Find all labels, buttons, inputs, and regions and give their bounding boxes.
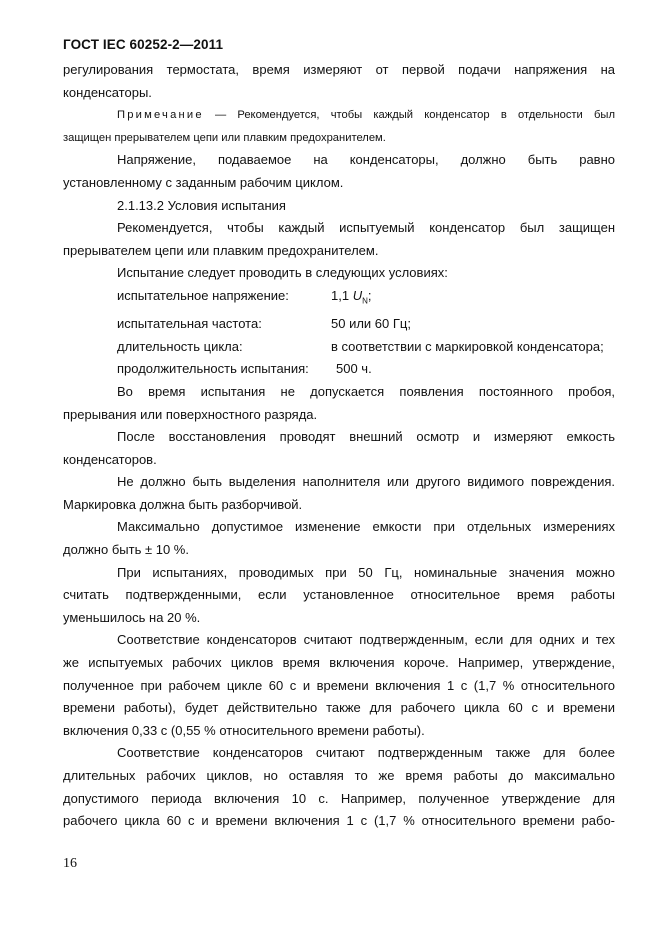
text-line: же испытуемых рабочих циклов время включения короче. Например, утверждение, (63, 655, 615, 671)
text-line: прерывателем цепи или плавким предохранителем. (63, 242, 379, 258)
note-line: защищен прерывателем цепи или плавким предохранителем. (63, 131, 386, 144)
condition-value: 50 или 60 Гц; (331, 316, 411, 332)
condition-value: в соответствии с маркировкой конденсатора; (331, 338, 604, 354)
text-line: Напряжение, подаваемое на конденсаторы, должно быть равно (117, 152, 615, 168)
text-line: допустимого периода включения 10 с. Например, полученное утверждение для (63, 790, 615, 806)
text-line: Соответствие конденсаторов считают подтвержденным, если для одних и тех (117, 632, 615, 648)
condition-row (63, 313, 615, 336)
condition-value: 500 ч. (336, 361, 372, 377)
text-line: Испытание следует проводить в следующих условиях: (117, 265, 448, 281)
text-line: Маркировка должна быть разборчивой. (63, 496, 303, 512)
condition-key: продолжительность испытания: (117, 361, 309, 377)
note-text: — Рекомендуется, чтобы каждый конденсатор в отдельности был (203, 109, 615, 122)
text-line: регулирования термостата, время измеряют от первой подачи напряжения на (63, 62, 615, 77)
text-line: Рекомендуется, чтобы каждый испытуемый конденсатор был защищен (117, 220, 615, 236)
text-line: После восстановления проводят внешний осмотр и измеряют емкость (117, 429, 615, 445)
page-number: 16 (63, 856, 77, 871)
text-line: рабочего цикла 60 с и времени включения 1 с (1,7 % относительного времени рабо- (63, 813, 615, 829)
text-line: конденсаторов. (63, 451, 157, 467)
condition-row (63, 358, 615, 381)
condition-row (63, 285, 615, 313)
text-line: При испытаниях, проводимых при 50 Гц, номинальные значения можно (117, 564, 615, 580)
text-line: Максимально допустимое изменение емкости при отдельных измерениях (117, 519, 615, 535)
condition-row (63, 336, 615, 359)
text-line: считать подтвержденными, если установленное относительное время работы (63, 587, 615, 603)
section-heading: 2.1.13.2 Условия испытания (117, 197, 286, 213)
condition-key: длительность цикла: (117, 338, 243, 354)
note-label: Примечание (117, 109, 204, 122)
text-line: длительных рабочих циклов, но оставляя то же время работы до максимально (63, 768, 615, 783)
condition-value: 1,1 $U_N$; (331, 287, 372, 306)
text-line: Соответствие конденсаторов считают подтвержденным также для более (117, 745, 615, 761)
text-line: Не должно быть выделения наполнителя или другого видимого повреждения. (117, 474, 615, 490)
condition-key: испытательная частота: (117, 316, 262, 332)
document-header: ГОСТ IEC 60252-2—2011 (63, 37, 224, 52)
text-line: включения 0,33 с (0,55 % относительного времени работы). (63, 722, 425, 738)
text-line: прерывания или поверхностного разряда. (63, 406, 318, 422)
text-line: уменьшилось на 20 %. (63, 609, 201, 625)
condition-key: испытательное напряжение: (117, 287, 289, 303)
text-line: Во время испытания не допускается появления постоянного пробоя, (117, 383, 615, 399)
text-line: конденсаторы. (63, 84, 152, 100)
document-body (63, 59, 615, 833)
text-line: полученное при рабочем цикле 60 с и времени включения 1 с (1,7 % относительного (63, 677, 615, 693)
text-line: должно быть ± 10 %. (63, 542, 189, 558)
text-line: времени работы), будет действительно также для рабочего цикла 60 с и времени (63, 700, 615, 716)
note-line (63, 104, 615, 127)
text-line: установленному с заданным рабочим циклом. (63, 174, 344, 190)
